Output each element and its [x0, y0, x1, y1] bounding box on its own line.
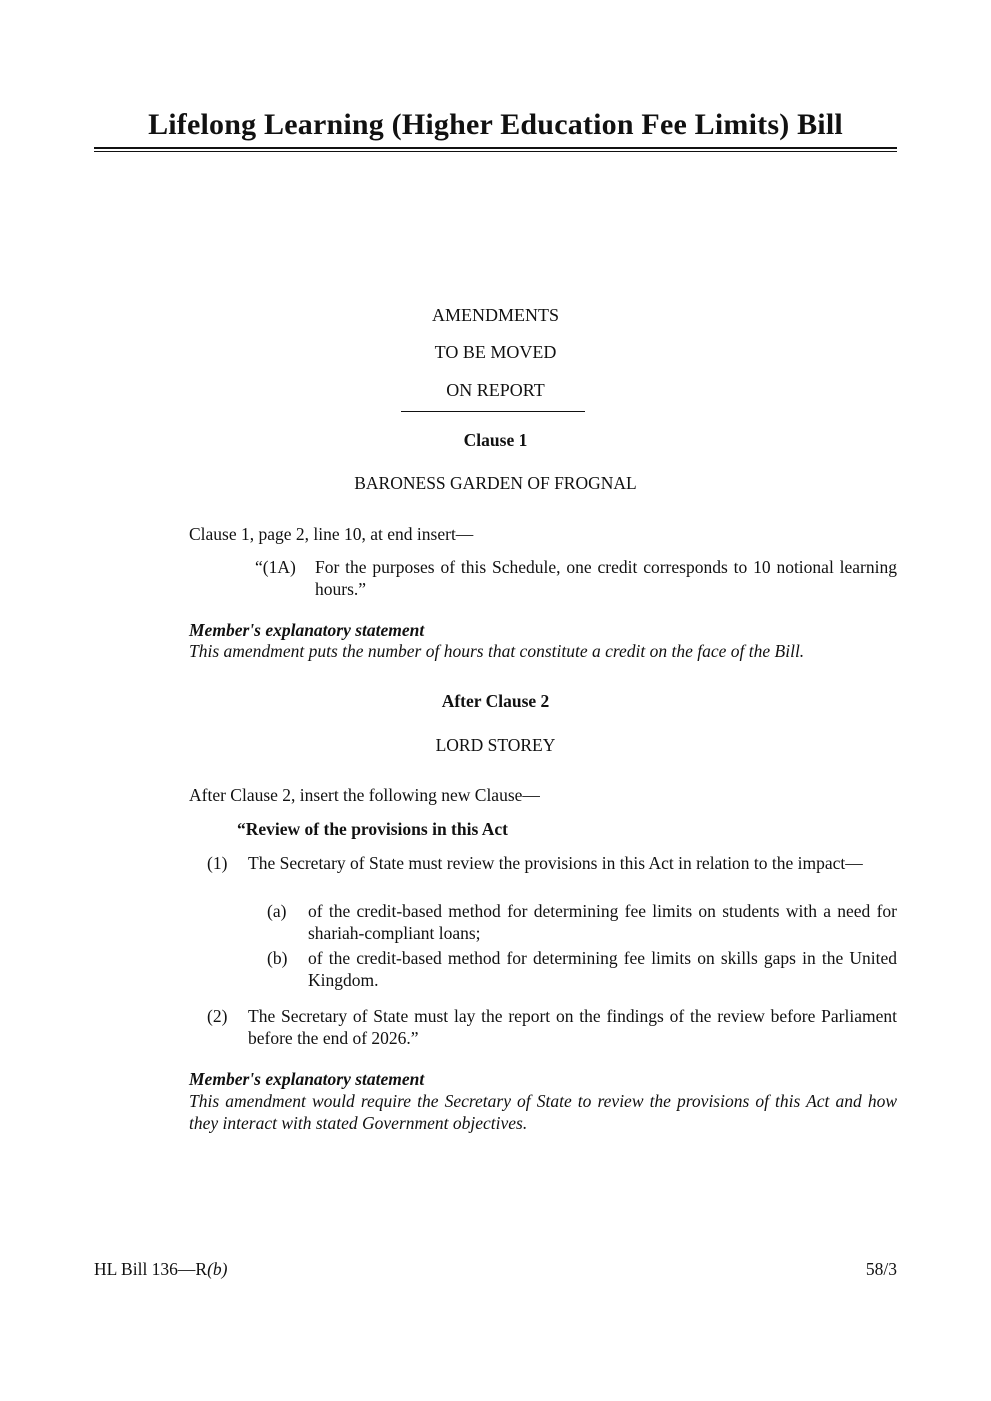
member-name-1: BARONESS GARDEN OF FROGNAL — [354, 473, 637, 493]
paragraph-number: (b) — [267, 948, 288, 968]
amendment-instruction-1: Clause 1, page 2, line 10, at end insert— — [189, 524, 474, 544]
amendment-instruction-2: After Clause 2, insert the following new Clause— — [189, 785, 540, 805]
paragraph-number: (a) — [267, 901, 287, 921]
heading-line-1: AMENDMENTS — [431, 305, 559, 325]
bill-reference-number: HL Bill 136—R — [94, 1259, 208, 1279]
subsection-text: The Secretary of State must lay the report on the findings of the review before Parliament before the end of 2026.” — [248, 1006, 897, 1048]
bill-title: Lifelong Learning (Higher Education Fee Limits) Bill — [148, 108, 843, 141]
subsection-2 — [207, 1005, 897, 1049]
inserted-subsection-1a — [255, 556, 897, 600]
subsection-1 — [207, 852, 897, 874]
new-clause-title: “Review of the provisions in this Act — [237, 819, 508, 839]
clause-heading-2: After Clause 2 — [441, 691, 550, 711]
inserted-subsection-number: “(1A) — [255, 557, 296, 577]
inserted-subsection-text: For the purposes of this Schedule, one credit corresponds to 10 notional learning hours.” — [315, 557, 897, 599]
heading-line-3: ON REPORT — [446, 380, 545, 400]
bill-reference-suffix: (b) — [207, 1259, 228, 1279]
paragraph-text: of the credit-based method for determining fee limits on skills gaps in the United Kingdom. — [308, 948, 897, 990]
page-reference: 58/3 — [865, 1259, 897, 1279]
explanatory-statement-text-1: This amendment puts the number of hours that constitute a credit on the face of the Bill. — [189, 641, 805, 661]
clause-heading-1: Clause 1 — [463, 430, 528, 450]
paragraph-a — [267, 900, 897, 944]
subsection-number: (2) — [207, 1006, 228, 1026]
member-name-2: LORD STOREY — [435, 735, 556, 755]
subsection-number: (1) — [207, 853, 228, 873]
heading-line-2: TO BE MOVED — [434, 342, 557, 362]
explanatory-statement-text-2: This amendment would require the Secretary of State to review the provisions of this Act and how they interact with stated Government objectives. — [189, 1091, 897, 1133]
title-rule-thin — [94, 151, 897, 152]
explanatory-statement-label-2: Member's explanatory statement — [189, 1069, 425, 1089]
bill-reference — [94, 1258, 228, 1280]
title-rule-thick — [94, 147, 897, 149]
paragraph-text: of the credit-based method for determining fee limits on students with a need for shariah-compliant loans; — [308, 901, 897, 943]
paragraph-b — [267, 947, 897, 991]
explanatory-statement-label-1: Member's explanatory statement — [189, 620, 425, 640]
subsection-text: The Secretary of State must review the provisions in this Act in relation to the impact— — [248, 853, 863, 873]
heading-rule — [401, 411, 585, 412]
